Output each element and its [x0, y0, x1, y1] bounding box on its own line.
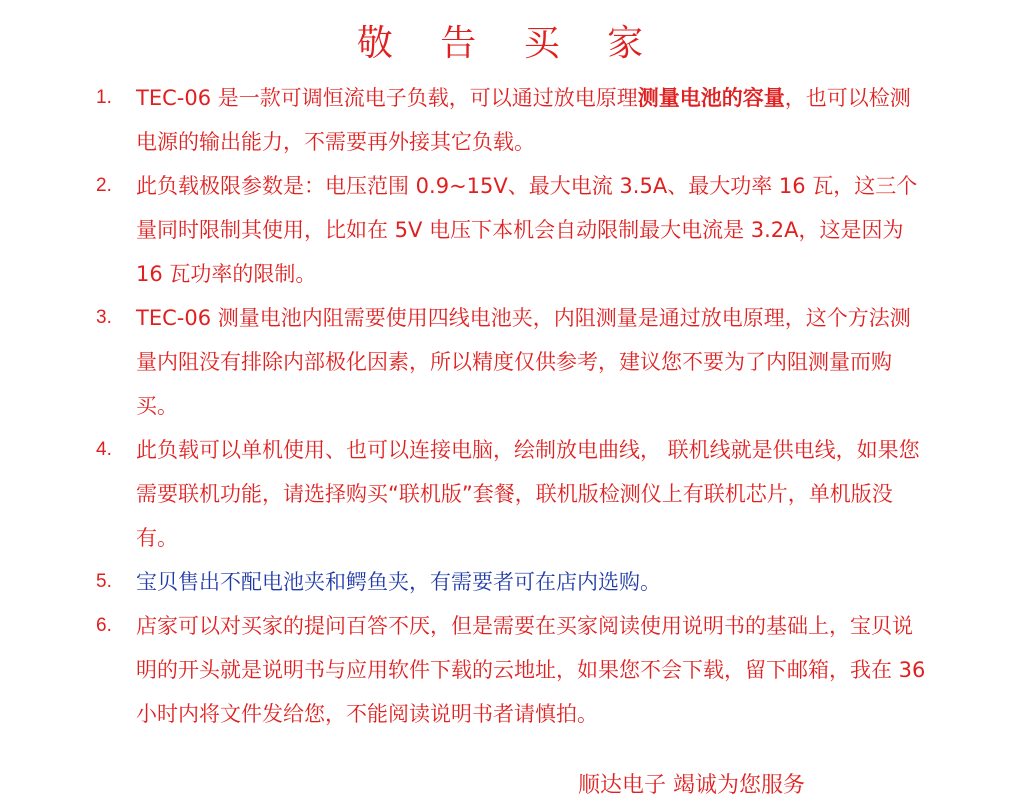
item-number: 1.: [96, 87, 112, 108]
item-number: 3.: [96, 307, 112, 328]
notice-item-5: [96, 560, 926, 604]
notice-title: 敬 告 买 家: [356, 23, 662, 64]
item-text-post: ，也可以检测电源的输出能力，不需要再外接其它负载。: [136, 86, 911, 154]
notice-item-6: [96, 604, 926, 736]
item-text: TEC-06 测量电池内阻需要使用四线电池夹，内阻测量是通过放电原理，这个方法测量内阻没有排除内部极化因素，所以精度仅供参考，建议您不要为了内阻测量而购买。: [136, 306, 911, 418]
item-number: 4.: [96, 439, 112, 460]
item-text-emphasis: 测量电池的容量: [637, 86, 785, 110]
item-number: 5.: [96, 571, 112, 592]
signature: 顺达电子 竭诚为您服务: [578, 773, 805, 798]
notice-item-4: [96, 428, 926, 560]
item-text: 店家可以对买家的提问百答不厌，但是需要在买家阅读使用说明书的基础上，宝贝说明的开头就是说明书与应用软件下载的云地址，如果您不会下载，留下邮箱，我在 36 小时内将文件发给您，不能阅读说明书者请慎拍。: [136, 614, 926, 726]
item-text: 此负载可以单机使用、也可以连接电脑，绘制放电曲线， 联机线就是供电线，如果您需要联机功能，请选择购买“联机版”套餐，联机版检测仪上有联机芯片，单机版没有。: [136, 438, 920, 550]
item-text-pre: TEC-06 是一款可调恒流电子负载，可以通过放电原理: [136, 86, 638, 110]
item-number: 2.: [96, 175, 112, 196]
item-text: [136, 76, 926, 164]
item-text: 宝贝售出不配电池夹和鳄鱼夹，有需要者可在店内选购。: [136, 570, 661, 594]
item-text: 此负载极限参数是：电压范围 0.9~15V、最大电流 3.5A、最大功率 16 瓦，这三个量同时限制其使用，比如在 5V 电压下本机会自动限制最大电流是 3.2A，这是因为 16 瓦功率的限制。: [136, 174, 918, 286]
notice-list: [96, 76, 926, 736]
item-number: 6.: [96, 615, 112, 636]
notice-item-2: [96, 164, 926, 296]
notice-item-1: [96, 76, 926, 164]
notice-item-3: [96, 296, 926, 428]
